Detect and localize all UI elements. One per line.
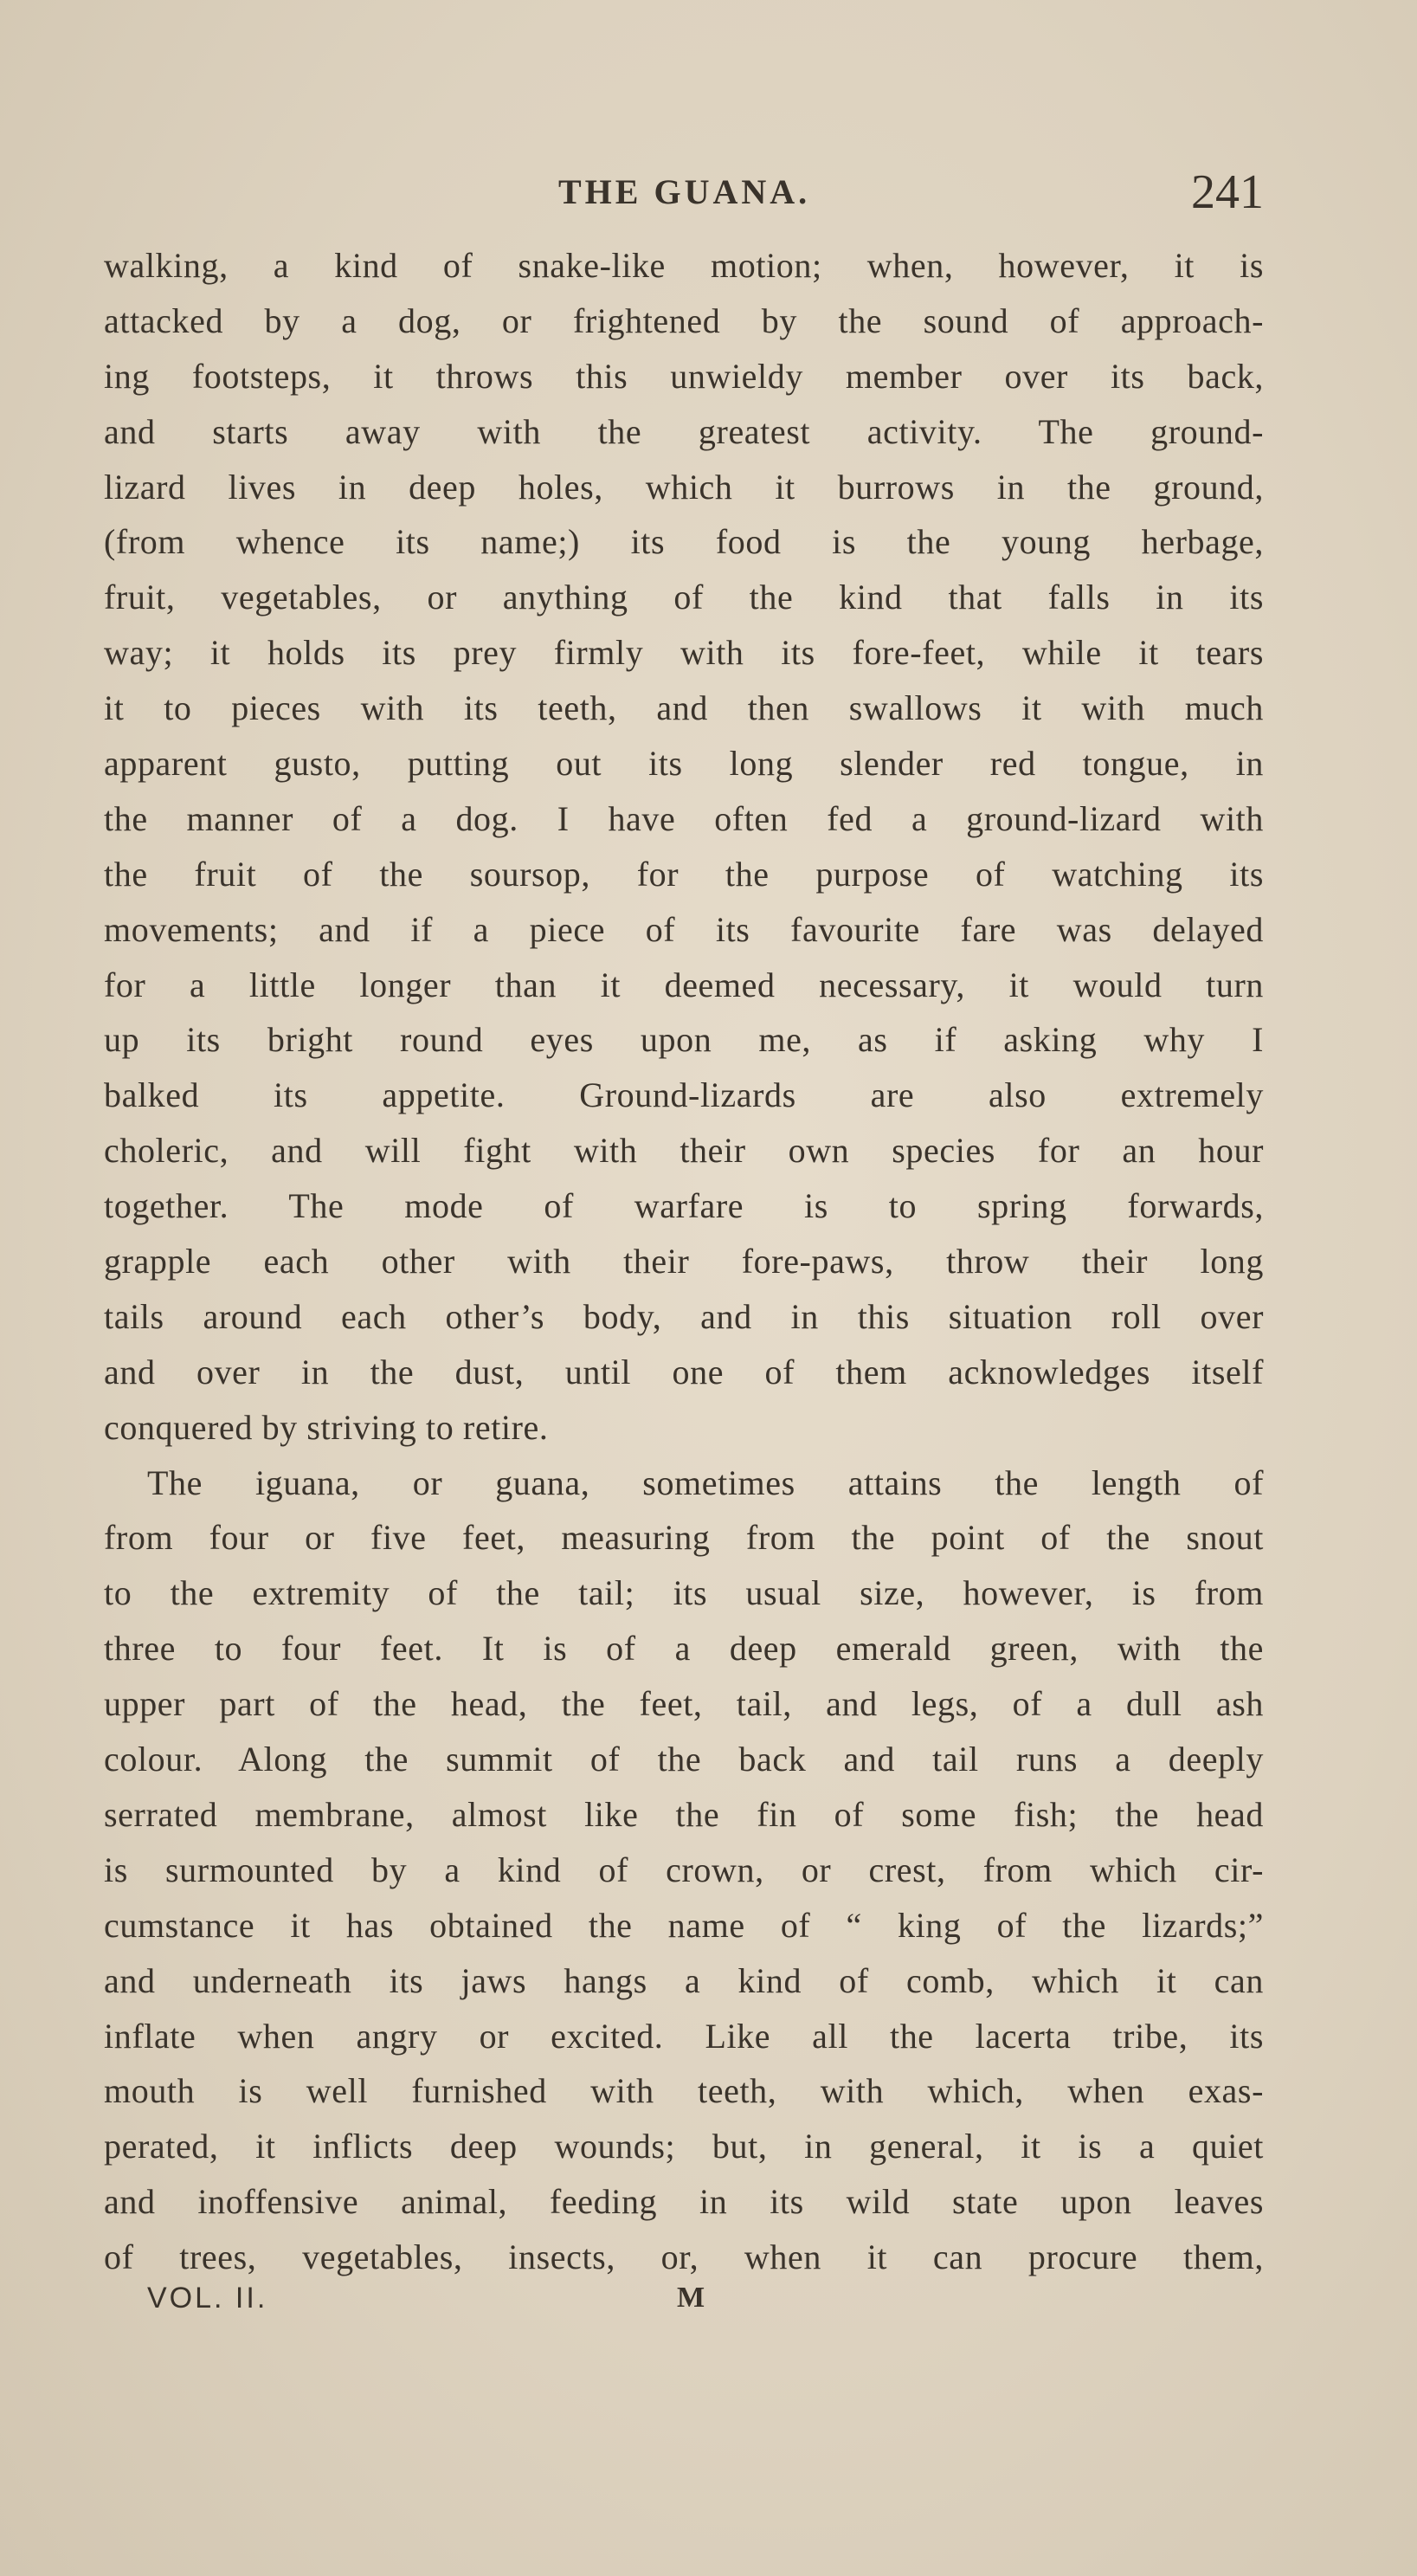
text-line: together. The mode of warfare is to spring forwards, (104, 1186, 1264, 1226)
page-number: 241 (1191, 165, 1264, 219)
text-line: choleric, and will fight with their own species for an hour (104, 1131, 1264, 1171)
text-line: way; it holds its prey firmly with its fore-feet, while it tears (104, 633, 1264, 673)
text-line: and inoffensive animal, feeding in its wild state upon leaves (104, 2182, 1264, 2222)
text-line: and underneath its jaws hangs a kind of comb, which it can (104, 1960, 1264, 2000)
text-line: (from whence its name;) its food is the young herbage, (104, 522, 1264, 562)
text-line: the fruit of the soursop, for the purpose of watching its (104, 854, 1264, 894)
text-line: attacked by a dog, or frightened by the sound of approach- (104, 300, 1264, 340)
text-line: conquered by striving to retire. (104, 1407, 549, 1447)
text-line: inflate when angry or excited. Like all the lacerta tribe, its (104, 2016, 1264, 2056)
text-line: lizard lives in deep holes, which it burrows in the ground, (104, 467, 1264, 507)
text-line: and over in the dust, until one of them acknowledges itself (104, 1352, 1264, 1391)
text-line: cumstance it has obtained the name of “ king of the lizards;” (104, 1905, 1264, 1945)
text-line: fruit, vegetables, or anything of the kind that falls in its (104, 578, 1264, 617)
text-line: movements; and if a piece of its favourite fare was delayed (104, 909, 1264, 949)
text-line: colour. Along the summit of the back and tail runs a deeply (104, 1740, 1264, 1779)
text-line: apparent gusto, putting out its long slender red tongue, in (104, 744, 1264, 784)
volume-signature: VOL. II. (147, 2282, 268, 2315)
text-line: perated, it inflicts deep wounds; but, in general, it is a quiet (104, 2127, 1264, 2166)
text-line: for a little longer than it deemed necessary, it would turn (104, 965, 1264, 1004)
signature-mark: M (677, 2282, 705, 2314)
text-line: mouth is well furnished with teeth, with which, when exas- (104, 2071, 1264, 2111)
text-line: walking, a kind of snake-like motion; when, however, it is (104, 246, 1264, 285)
text-line: upper part of the head, the feet, tail, and legs, of a dull ash (104, 1684, 1264, 1724)
paragraph-start-line: The iguana, or guana, sometimes attains the length of (147, 1462, 1264, 1502)
body-text (104, 238, 1264, 2285)
text-line: of trees, vegetables, insects, or, when it can procure them, (104, 2237, 1264, 2277)
text-line: grapple each other with their fore-paws, throw their long (104, 1242, 1264, 1282)
running-head: THE GUANA. (558, 172, 811, 211)
page-header (104, 165, 1264, 225)
text-line: tails around each other’s body, and in this situation roll over (104, 1296, 1264, 1336)
text-line: serrated membrane, almost like the fin of some fish; the head (104, 1794, 1264, 1834)
text-line: the manner of a dog. I have often fed a ground-lizard with (104, 798, 1264, 838)
text-line: is surmounted by a kind of crown, or crest, from which cir- (104, 1850, 1264, 1889)
text-line: balked its appetite. Ground-lizards are also extremely (104, 1075, 1264, 1115)
text-line: it to pieces with its teeth, and then swallows it with much (104, 688, 1264, 728)
text-line: and starts away with the greatest activity. The ground- (104, 411, 1264, 451)
text-line: up its bright round eyes upon me, as if asking why I (104, 1020, 1264, 1060)
text-line: ing footsteps, it throws this unwieldy member over its back, (104, 356, 1264, 396)
text-line: from four or five feet, measuring from the point of the snout (104, 1518, 1264, 1558)
text-line: to the extremity of the tail; its usual size, however, is from (104, 1573, 1264, 1613)
text-line: three to four feet. It is of a deep emerald green, with the (104, 1629, 1264, 1669)
